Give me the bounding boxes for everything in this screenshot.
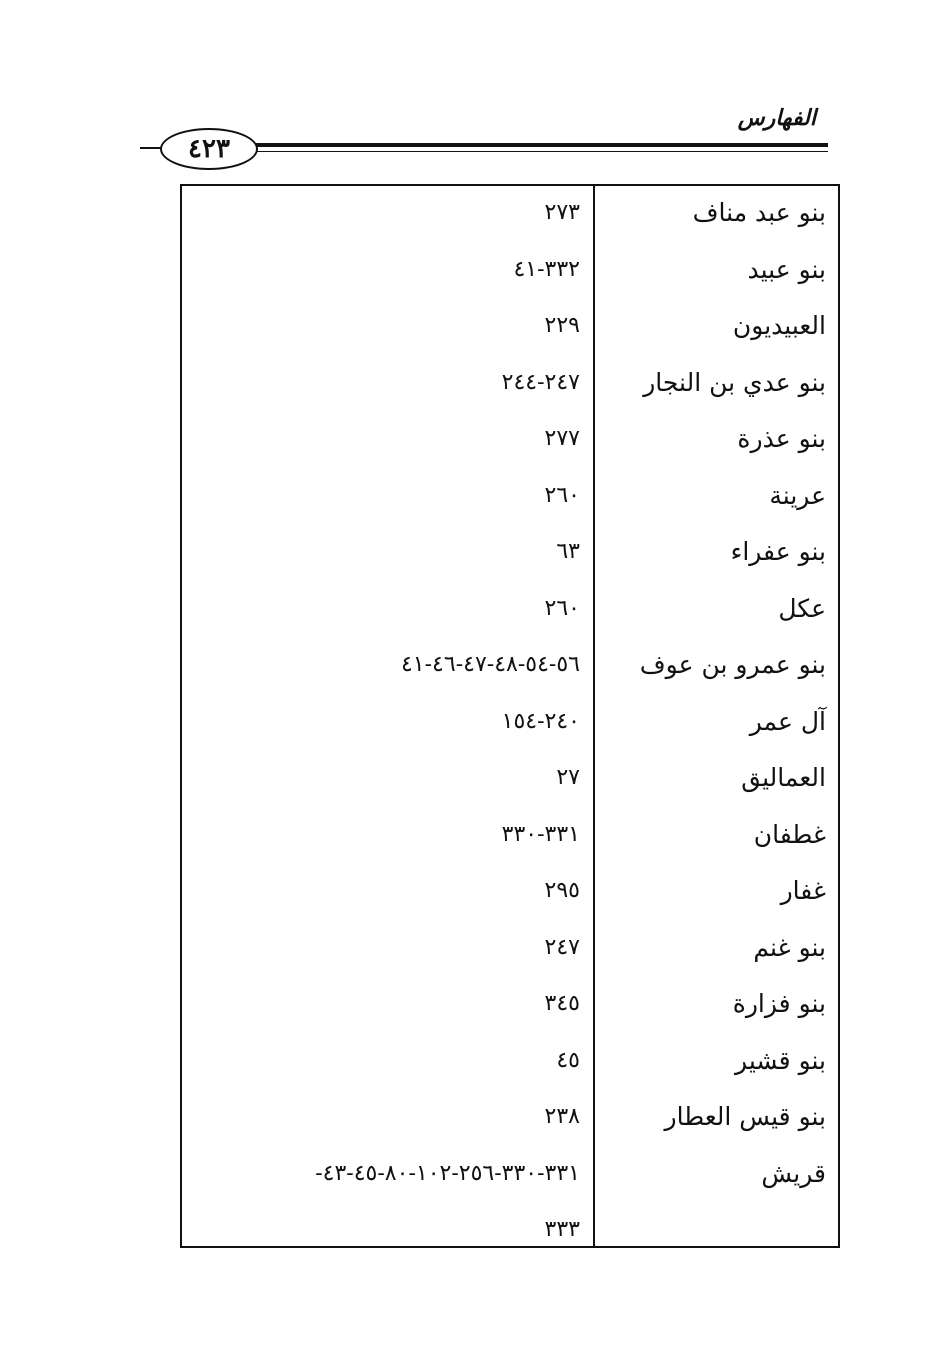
entry-name: بنو عمرو بن عوف (639, 650, 826, 679)
entry-pages: ٥٦-٥٤-٤٨-٤٧-٤٦-٤١ (400, 652, 580, 677)
entry-name: قريش (761, 1158, 826, 1188)
entry-pages: ٢٣٨ (544, 1104, 580, 1129)
entry-name: بنو عدي بن النجار (643, 367, 826, 397)
header-rule-thick (255, 143, 828, 147)
entry-name: بنو عبد مناف (692, 198, 826, 227)
entry-name: بنو فزارة (732, 989, 826, 1018)
entry-name: بنو عفراء (730, 537, 826, 566)
index-row (182, 584, 838, 640)
entry-pages: ٢٩٥ (544, 878, 580, 903)
entry-pages: ٢٧٣ (544, 200, 580, 225)
entry-pages: ٦٣ (556, 539, 580, 564)
entry-pages: ٣٣٣ (544, 1217, 580, 1242)
index-row (182, 1205, 838, 1261)
index-row (182, 245, 838, 301)
index-row (182, 979, 838, 1035)
index-row (182, 697, 838, 753)
entry-name: عكل (778, 593, 826, 623)
header-rule-left (140, 147, 162, 149)
index-row (182, 471, 838, 527)
index-row (182, 1036, 838, 1092)
entry-name: غطفان (753, 819, 826, 849)
index-row (182, 358, 838, 414)
entry-pages: ٢٤٧-٢٤٤ (501, 369, 580, 395)
index-table (180, 184, 840, 1248)
entry-pages: ٤٥ (556, 1047, 580, 1073)
entry-name: آل عمر (749, 706, 826, 736)
index-row (182, 640, 838, 696)
entry-pages: ٢٧٧ (544, 426, 580, 451)
entry-pages: ٢٤٧ (544, 934, 580, 960)
entry-pages: ٢٤٠-١٥٤ (501, 708, 580, 734)
index-row (182, 414, 838, 470)
entry-name: بنو غنم (753, 932, 826, 962)
index-row (182, 1092, 838, 1148)
entry-name: العماليق (741, 763, 826, 792)
entry-pages: ٣٣٢-٤١ (513, 256, 580, 282)
index-row (182, 923, 838, 979)
entry-name: بنو عذرة (737, 424, 826, 453)
page-header (140, 95, 830, 185)
entry-name: بنو عبيد (747, 254, 826, 284)
entry-pages: ٣٣١-٣٣٠ (501, 821, 580, 847)
entry-pages: ٢٢٩ (544, 313, 580, 338)
index-row (182, 527, 838, 583)
index-row (182, 188, 838, 244)
entry-pages: ٢٦٠ (544, 595, 580, 621)
entry-name: بنو قيس العطار (664, 1102, 826, 1131)
entry-pages: ٢٦٠ (544, 482, 580, 508)
entry-pages: ٢٧ (556, 765, 580, 790)
header-rule-thin (255, 151, 828, 152)
entry-name: غفار (780, 876, 826, 905)
entry-name: عرينة (769, 480, 826, 510)
index-row (182, 301, 838, 357)
index-row (182, 753, 838, 809)
entry-pages: ٣٤٥ (544, 991, 580, 1016)
entry-name: العبيديون (732, 311, 826, 340)
index-row (182, 866, 838, 922)
page-number: ٤٢٣ (160, 128, 258, 170)
entry-pages: ٣٣١-٣٣٠-٢٥٦-١٠٢-٨٠-٤٥-٤٣- (315, 1160, 580, 1186)
index-row (182, 810, 838, 866)
section-title: الفهارس (737, 105, 816, 131)
entry-name: بنو قشير (735, 1045, 826, 1075)
index-row (182, 1149, 838, 1205)
